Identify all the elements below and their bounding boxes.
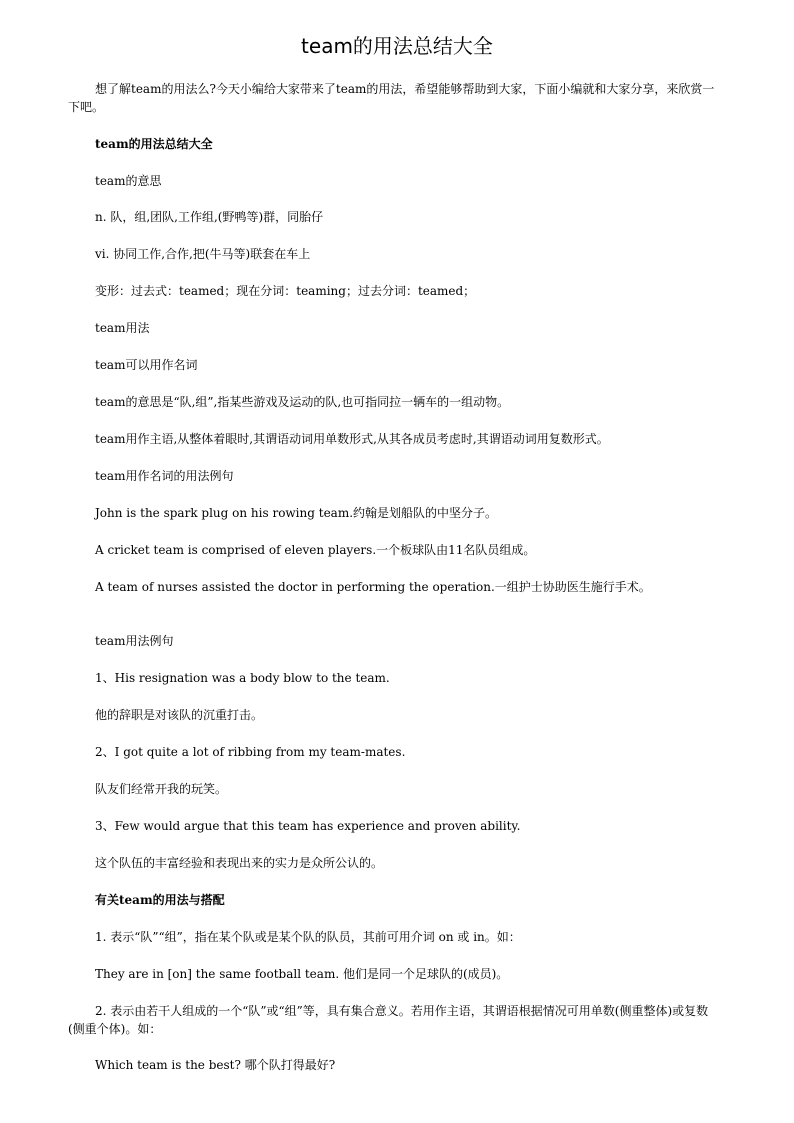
meaning-verb: vi. 协同工作,合作,把(牛马等)联套在车上	[95, 247, 311, 261]
collocation-1-example: They are in [on] the same football team. 他们是同一个足球队的(成员)。	[95, 967, 509, 981]
examples-heading: team用法例句	[95, 634, 174, 648]
collocation-2-example: Which team is the best? 哪个队打得最好?	[95, 1058, 336, 1072]
example-2-zh: 队友们经常开我的玩笑。	[95, 782, 228, 796]
usage-heading: team用法	[95, 321, 150, 335]
meaning-noun: n. 队，组,团队,工作组,(野鸭等)群，同胎仔	[95, 210, 324, 224]
usage-noun-meaning: team的意思是“队,组”,指某些游戏及运动的队,也可指同拉一辆车的一组动物。	[95, 395, 510, 409]
example-1-en: 1、His resignation was a body blow to the team.	[95, 671, 390, 685]
usage-noun: team可以用作名词	[95, 358, 198, 372]
example-3-en: 3、Few would argue that this team has experience and proven ability.	[95, 819, 521, 833]
noun-example-1: John is the spark plug on his rowing team.约翰是划船队的中坚分子。	[95, 506, 498, 520]
intro-paragraph: 想了解team的用法么?今天小编给大家带来了team的用法，希望能够帮助到大家，下面小编就和大家分享，来欣赏一下吧。	[68, 82, 715, 114]
verb-forms: 变形：过去式：teamed；现在分词：teaming；过去分词：teamed；	[95, 284, 476, 298]
example-2-en: 2、I got quite a lot of ribbing from my team-mates.	[95, 745, 406, 759]
noun-example-3: A team of nurses assisted the doctor in performing the operation.一组护士协助医生施行手术。	[95, 580, 651, 594]
noun-example-2: A cricket team is comprised of eleven players.一个板球队由11名队员组成。	[95, 543, 536, 557]
collocation-1: 1. 表示“队”“组”，指在某个队或是某个队的队员，其前可用介词 on 或 in。如：	[95, 930, 521, 944]
section-heading-summary: team的用法总结大全	[95, 137, 213, 151]
usage-noun-subject: team用作主语,从整体着眼时,其谓语动词用单数形式,从其各成员考虑时,其谓语动词用复数形式。	[95, 432, 609, 446]
page-title: team的用法总结大全	[301, 34, 493, 58]
noun-examples-heading: team用作名词的用法例句	[95, 469, 234, 483]
example-3-zh: 这个队伍的丰富经验和表现出来的实力是众所公认的。	[95, 856, 384, 870]
section-heading-collocation: 有关team的用法与搭配	[95, 893, 225, 907]
meaning-heading: team的意思	[95, 174, 162, 188]
collocation-2: 2. 表示由若干人组成的一个“队”或“组”等，具有集合意义。若用作主语，其谓语根据情况可用单数(侧重整体)或复数(侧重个体)。如：	[68, 1004, 709, 1036]
example-1-zh: 他的辞职是对该队的沉重打击。	[95, 708, 264, 722]
